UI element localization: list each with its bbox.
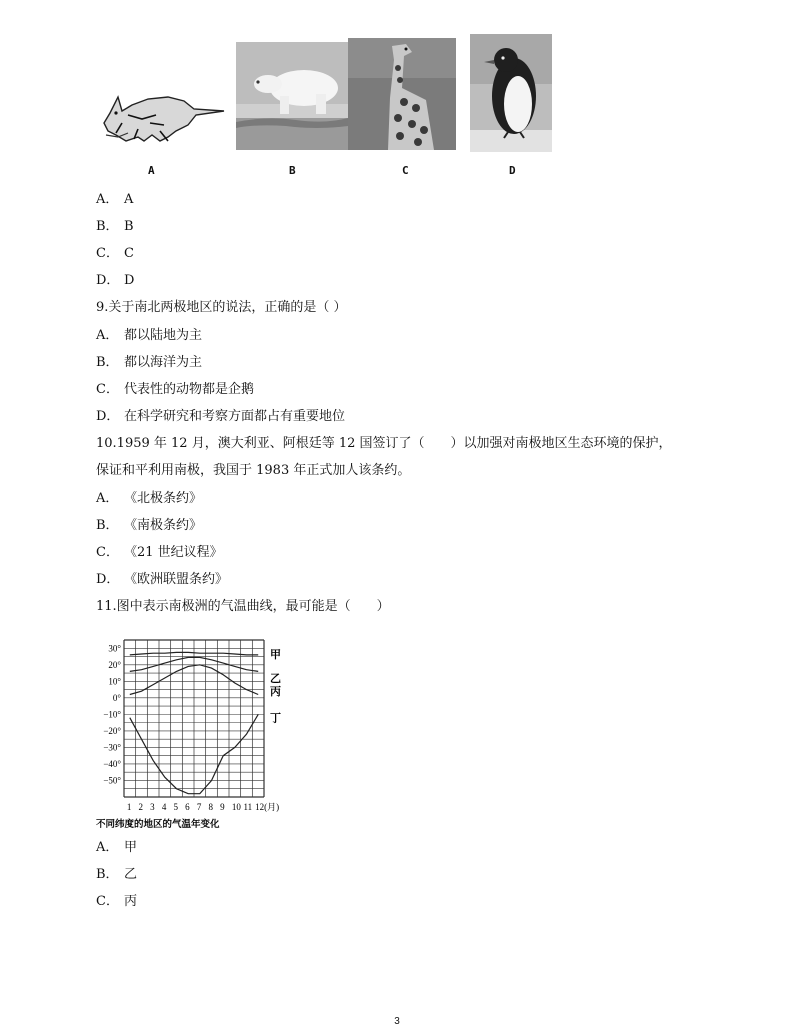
series-label: 丙 — [270, 685, 281, 699]
q9-option-c[interactable] — [96, 381, 254, 399]
x-tick-label: 3 — [150, 802, 155, 812]
penguin-photo — [470, 34, 552, 152]
q9-option-d[interactable] — [96, 408, 345, 426]
chart-y-ticks — [103, 643, 121, 785]
y-tick-label: −30° — [103, 742, 121, 753]
temperature-chart — [94, 632, 304, 832]
option-letter: D． — [96, 409, 120, 424]
option-text: 乙 — [124, 867, 138, 882]
x-tick-label: 7 — [196, 802, 202, 812]
figure-label-b: B — [289, 164, 296, 177]
q10-option-a[interactable] — [96, 490, 202, 508]
q10-stem-line1: 10.1959 年 12 月，澳大利亚、阿根廷等 12 国签订了（ ）以加强对南极地区生态环境的保护， — [96, 436, 672, 451]
option-text: 都以海洋为主 — [124, 355, 203, 370]
option-text: D — [124, 273, 135, 288]
option-letter: B． — [96, 355, 119, 370]
x-tick-label: 1 — [126, 802, 132, 812]
option-text: 《北极条约》 — [124, 491, 203, 506]
x-tick-label: 12(月) — [255, 802, 280, 812]
chart-title: 不同纬度的地区的气温年变化 — [96, 819, 220, 830]
q10-option-b[interactable] — [96, 517, 202, 535]
animal-figure — [96, 30, 566, 180]
option-text: C — [124, 246, 134, 261]
series-label: 丁 — [270, 711, 281, 725]
y-tick-label: −20° — [103, 725, 121, 736]
option-text: 代表性的动物都是企鹅 — [124, 382, 255, 397]
figure-label-a: A — [148, 164, 155, 177]
option-letter: C． — [96, 246, 119, 261]
y-tick-label: −10° — [103, 709, 121, 720]
q9-option-a[interactable] — [96, 327, 202, 345]
x-tick-label: 2 — [138, 802, 143, 812]
option-letter: A． — [96, 491, 119, 506]
polar-bear-photo — [236, 42, 348, 150]
option-text: 《21 世纪议程》 — [124, 545, 223, 560]
option-letter: A． — [96, 328, 119, 343]
x-tick-label: 4 — [161, 802, 167, 812]
q10-option-d[interactable] — [96, 571, 228, 589]
q9-option-b[interactable] — [96, 354, 202, 372]
q8-option-d[interactable] — [96, 272, 134, 290]
q8-option-b[interactable] — [96, 218, 134, 236]
x-tick-label: 8 — [208, 802, 213, 812]
option-letter: A． — [96, 840, 119, 855]
option-text: 丙 — [124, 894, 138, 909]
q9-stem: 9.关于南北两极地区的说法，正确的是（ ） — [96, 300, 347, 315]
option-text: 甲 — [124, 840, 138, 855]
page-number: 3 — [394, 1016, 400, 1027]
q10-stem-line2: 保证和平利用南极，我国于 1983 年正式加人该条约。 — [96, 463, 411, 478]
option-text: B — [124, 219, 134, 234]
giraffe-photo — [348, 38, 456, 150]
option-letter: D． — [96, 572, 120, 587]
chart-series-labels — [270, 648, 281, 725]
option-text: A — [124, 192, 134, 207]
kangaroo-illustration — [98, 75, 226, 175]
q10-option-c[interactable] — [96, 544, 223, 562]
q11-option-c[interactable] — [96, 893, 137, 911]
series-label: 甲 — [270, 648, 281, 662]
figure-label-c: C — [402, 164, 409, 177]
y-tick-label: 20° — [108, 659, 121, 670]
option-letter: C． — [96, 894, 119, 909]
chart-x-ticks — [127, 802, 279, 812]
q11-option-a[interactable] — [96, 839, 137, 857]
q11-option-b[interactable] — [96, 866, 137, 884]
y-tick-label: 30° — [108, 643, 121, 654]
x-tick-label: 5 — [173, 802, 178, 812]
option-letter: C． — [96, 382, 119, 397]
x-tick-label: 6 — [185, 802, 190, 812]
y-tick-label: −40° — [103, 758, 121, 769]
option-letter: D． — [96, 273, 120, 288]
series-label: 乙 — [270, 672, 281, 686]
option-letter: B． — [96, 219, 119, 234]
y-tick-label: 10° — [108, 676, 121, 687]
q8-option-a[interactable] — [96, 191, 133, 209]
option-letter: B． — [96, 867, 119, 882]
q11-stem: 11.图中表示南极洲的气温曲线，最可能是（ ） — [96, 599, 390, 614]
option-letter: B． — [96, 518, 119, 533]
option-text: 《南极条约》 — [124, 518, 203, 533]
x-tick-label: 10 — [231, 802, 241, 812]
x-tick-label: 9 — [220, 802, 225, 812]
option-letter: A． — [96, 192, 119, 207]
y-tick-label: 0° — [112, 692, 121, 703]
x-tick-label: 11 — [243, 802, 253, 812]
y-tick-label: −50° — [103, 775, 121, 786]
chart-grid — [124, 640, 264, 797]
option-letter: C． — [96, 545, 119, 560]
figure-label-d: D — [509, 164, 516, 177]
option-text: 《欧洲联盟条约》 — [124, 572, 229, 587]
option-text: 都以陆地为主 — [124, 328, 203, 343]
q8-option-c[interactable] — [96, 245, 134, 263]
option-text: 在科学研究和考察方面都占有重要地位 — [124, 409, 346, 424]
